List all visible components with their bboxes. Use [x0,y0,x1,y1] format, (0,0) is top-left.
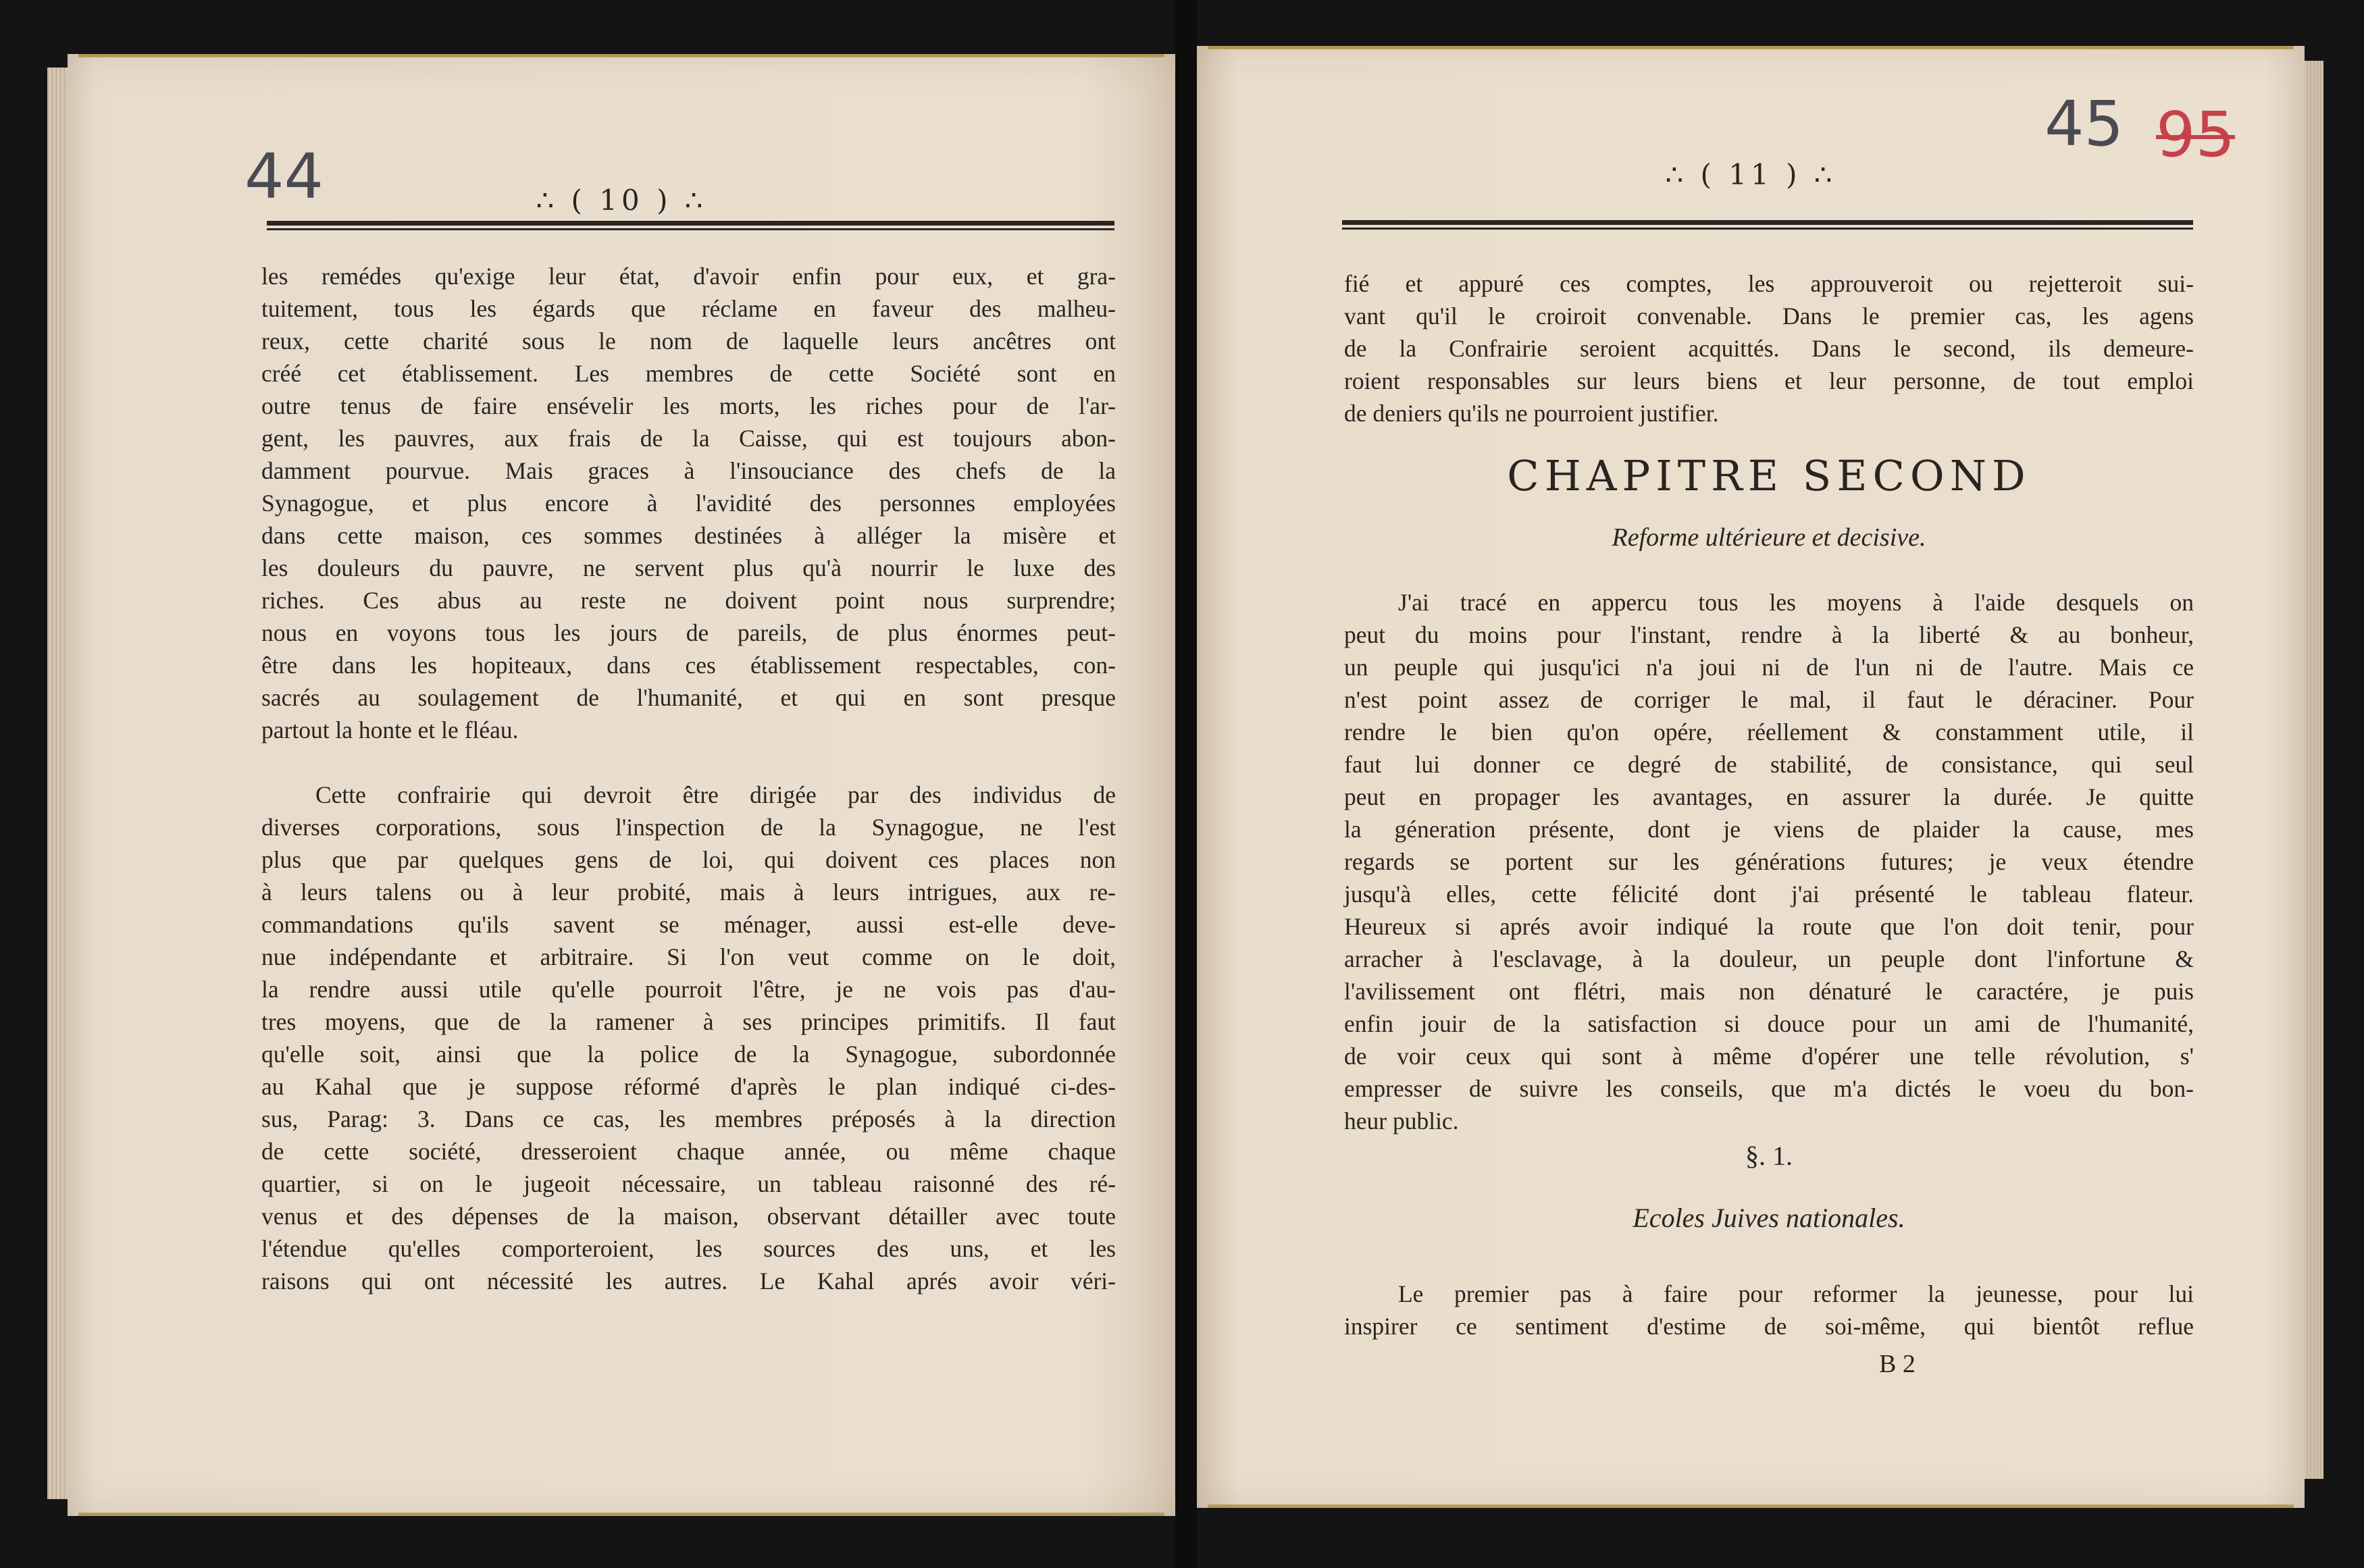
running-head: ∴ ( 10 ) ∴ [536,184,707,217]
text-line: les remédes qu'exige leur état, d'avoir enfin pour eux, et gra- [261,263,1116,290]
text-line: inspirer ce sentiment d'estime de soi-même, qui bientôt reflue [1344,1313,2194,1340]
text-line: n'est point assez de corriger le mal, il faut le déraciner. Pour [1344,686,2194,713]
text-line: qu'elle soit, ainsi que la police de la Synagogue, subordonnée [261,1041,1116,1068]
text-line: de voir ceux qui sont à même d'opérer une telle révolution, s' [1344,1043,2194,1070]
text-line: peut du moins pour l'instant, rendre à la liberté & au bonheur, [1344,621,2194,648]
text-line: commandations qu'ils savent se ménager, aussi est-elle deve- [261,911,1116,938]
right-page-body-middle [1344,586,2194,1137]
text-line: reux, cette charité sous le nom de laquelle leurs ancêtres ont [261,328,1116,355]
chapter-title: CHAPITRE SECOND [1507,451,2031,500]
bottom-binding-strip [78,1513,1164,1516]
text-line: tres moyens, que de la ramener à ses principes primitifs. Il faut [261,1008,1116,1035]
text-line: de deniers qu'ils ne pourroient justifier. [1344,400,1719,427]
text-line: Le premier pas à faire pour reformer la jeunesse, pour lui [1398,1280,2194,1307]
section-mark: §. 1. [1745,1141,1793,1171]
text-line: la géneration présente, dont je viens de plaider la cause, mes [1344,816,2194,843]
text-line: Heureux si aprés avoir indiqué la route que l'on doit tenir, pour [1344,913,2194,940]
header-rule [1342,220,2193,230]
text-line: un peuple qui jusqu'ici n'a joui ni de l'un ni de l'autre. Mais ce [1344,654,2194,681]
top-binding-strip [1208,46,2294,49]
text-line: être dans les hopiteaux, dans ces établissement respectables, con- [261,652,1116,679]
right-page [1197,46,2305,1508]
text-line: nue indépendante et arbitraire. Si l'on veut comme on le doit, [261,943,1116,970]
pencil-folio-number: 44 [245,140,324,213]
top-binding-strip [78,54,1164,57]
left-page-edges [47,68,68,1499]
left-page [68,54,1175,1516]
text-line: rendre le bien qu'on opére, réellement & constamment utile, il [1344,718,2194,746]
text-line: diverses corporations, sous l'inspection de la Synagogue, ne l'est [261,814,1116,841]
text-line: Synagogue, et plus encore à l'avidité des personnes employées [261,490,1116,517]
text-line: l'étendue qu'elles comporteroient, les sources des uns, et les [261,1235,1116,1262]
crossed-folio-text: 95 [2156,99,2236,171]
text-line: venus et des dépenses de la maison, observant détailler avec toute [261,1203,1116,1230]
bottom-binding-strip [1208,1505,2294,1508]
text-line: vant qu'il le croiroit convenable. Dans le premier cas, les agens [1344,303,2194,330]
text-line: les douleurs du pauvre, ne servent plus qu'à nourrir le luxe des [261,554,1116,581]
text-line: heur public. [1344,1107,1459,1134]
text-line: regards se portent sur les générations futures; je veux étendre [1344,848,2194,875]
text-line: plus que par quelques gens de loi, qui doivent ces places non [261,846,1116,873]
text-line: la rendre aussi utile qu'elle pourroit l'être, je ne vois pas d'au- [261,976,1116,1003]
text-line: fié et appuré ces comptes, les approuveroit ou rejetteroit sui- [1344,270,2194,297]
text-line: dans cette maison, ces sommes destinées à alléger la misère et [261,522,1116,549]
right-page-body-bottom [1344,1278,2194,1342]
text-line: au Kahal que je suppose réformé d'après le plan indiqué ci-des- [261,1073,1116,1100]
text-line: gent, les pauvres, aux frais de la Caisse, qui est toujours abon- [261,425,1116,452]
text-line: sus, Parag: 3. Dans ce cas, les membres préposés à la direction [261,1105,1116,1132]
text-line: raisons qui ont nécessité les autres. Le Kahal aprés avoir véri- [261,1268,1116,1295]
text-line: faut lui donner ce degré de stabilité, de consistance, qui seul [1344,751,2194,778]
text-line: J'ai tracé en appercu tous les moyens à l'aide desquels on [1398,589,2194,616]
text-line: à leurs talens ou à leur probité, mais à leurs intrigues, aux re- [261,879,1116,906]
chapter-subtitle: Reforme ultérieure et decisive. [1612,523,1926,552]
text-line: sacrés au soulagement de l'humanité, et qui en sont presque [261,684,1116,711]
text-line: roient responsables sur leurs biens et leur personne, de tout emploi [1344,367,2194,394]
right-page-body-top [1344,267,2194,429]
text-line: peut en propager les avantages, en assurer la durée. Je quitte [1344,783,2194,810]
text-line: tuitement, tous les égards que réclame en faveur des malheu- [261,295,1116,322]
text-line: quartier, si on le jugeoit nécessaire, un tableau raisonné des ré- [261,1170,1116,1197]
text-line: arracher à l'esclavage, à la douleur, un peuple dont l'infortune & [1344,945,2194,972]
pencil-folio-number: 45 [2045,88,2124,160]
text-line: jusqu'à elles, cette félicité dont j'ai présenté le tableau flateur. [1344,881,2194,908]
text-line: Cette confrairie qui devroit être dirigée par des individus de [315,781,1116,808]
text-line: nous en voyons tous les jours de pareils, de plus énormes peut- [261,619,1116,646]
text-line: de cette société, dresseroient chaque année, ou même chaque [261,1138,1116,1165]
text-line: damment pourvue. Mais graces à l'insouciance des chefs de la [261,457,1116,484]
section-title: Ecoles Juives nationales. [1633,1203,1905,1233]
header-rule [267,221,1114,230]
text-line: riches. Ces abus au reste ne doivent point nous surprendre; [261,587,1116,614]
text-line: empresser de suivre les conseils, que m'a dictés le voeu du bon- [1344,1075,2194,1102]
right-page-edges [2305,61,2323,1479]
binding-gutter [1175,0,1197,1568]
text-line: de la Confrairie seroient acquittés. Dans le second, ils demeure- [1344,335,2194,362]
left-page-body [261,260,1116,1297]
text-line: partout la honte et le fléau. [261,716,519,743]
paragraph-gap [261,746,1116,779]
text-line: outre tenus de faire ensévelir les morts, les riches pour de l'ar- [261,392,1116,419]
signature-mark: B 2 [1879,1350,1916,1378]
text-line: l'avilissement ont flétri, mais non dénaturé le caractére, je puis [1344,978,2194,1005]
text-line: créé cet établissement. Les membres de cette Société sont en [261,360,1116,387]
running-head: ∴ ( 11 ) ∴ [1665,158,1836,191]
text-line: enfin jouir de la satisfaction si douce pour un ami de l'humanité, [1344,1010,2194,1037]
